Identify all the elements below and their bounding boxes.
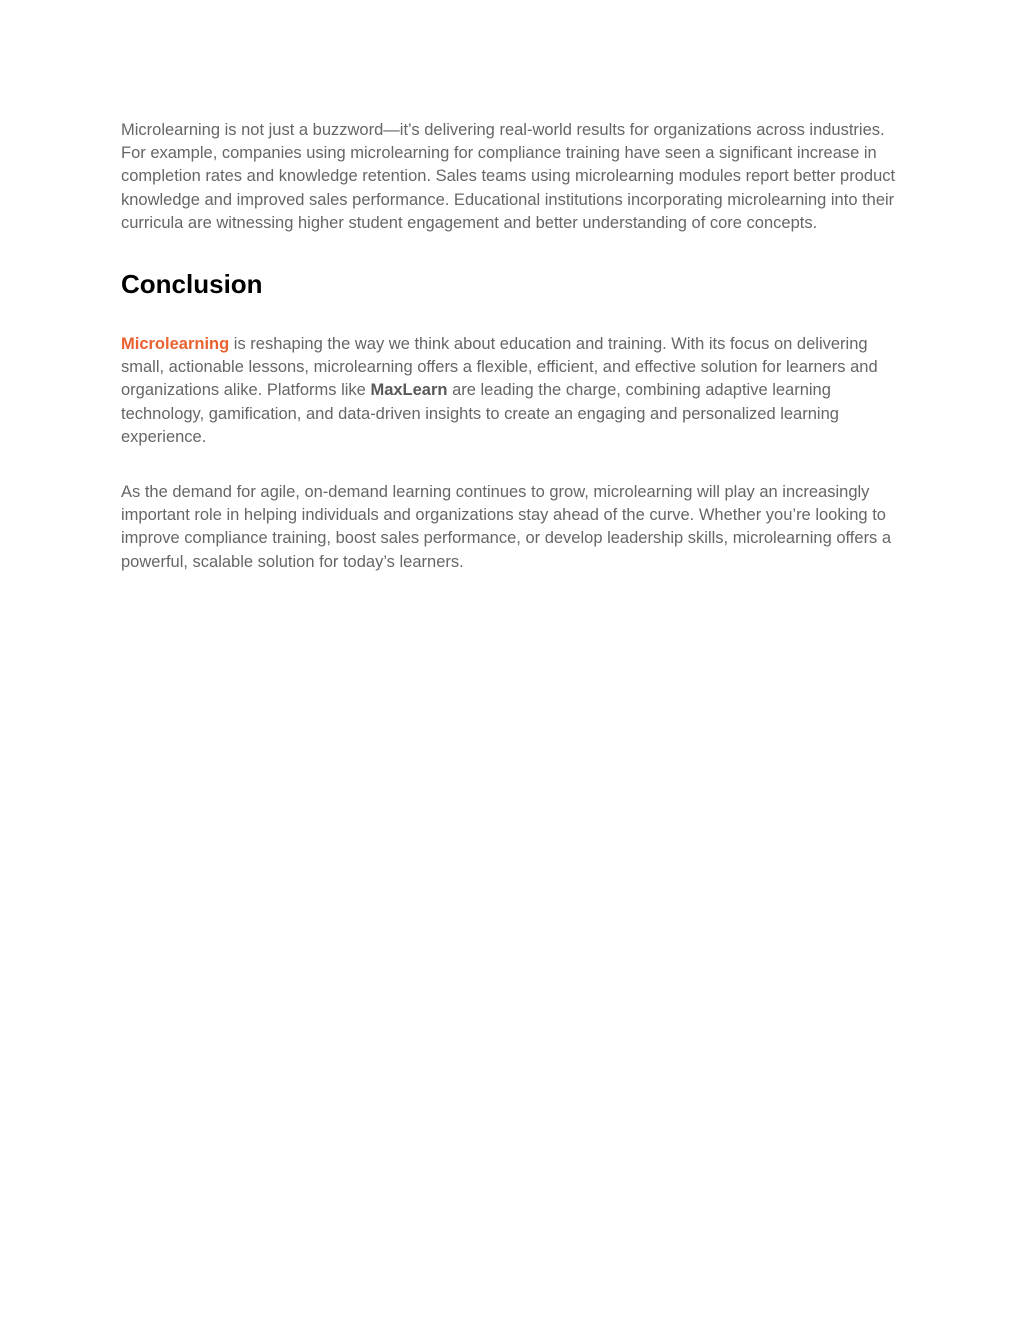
- maxlearn-brand: MaxLearn: [370, 381, 448, 400]
- conclusion-paragraph-2: As the demand for agile, on-demand learning continues to grow, microlearning will play an increasingly important role in helping individuals and organizations stay ahead of the curve. Whether you’re looking to improve compliance training, boost sales performance, or develop leadership skills, microlearning offers a powerful, scalable solution for today’s learners.: [121, 483, 892, 571]
- conclusion-paragraph-1-text-b: are leading the charge, combining adaptive learning technology, gamification, and data-driven insights to create an engaging and personalized learning experience.: [121, 381, 839, 446]
- conclusion-paragraph-1: [121, 333, 911, 449]
- microlearning-link[interactable]: Microlearning: [121, 335, 230, 354]
- document-page: [121, 119, 911, 574]
- conclusion-paragraph-1-text-a: is reshaping the way we think about education and training. With its focus on delivering small, actionable lessons, microlearning offers a flexible, efficient, and effective solution for learners and organizations alike. Platforms like: [121, 335, 878, 400]
- conclusion-heading: Conclusion: [121, 269, 263, 300]
- intro-paragraph: Microlearning is not just a buzzword—it’s delivering real-world results for organizations across industries. For example, companies using microlearning for compliance training have seen a significant increase in completion rates and knowledge retention. Sales teams using microlearning modules report better product knowledge and improved sales performance. Educational institutions incorporating microlearning into their curricula are witnessing higher student engagement and better understanding of core concepts.: [121, 121, 896, 232]
